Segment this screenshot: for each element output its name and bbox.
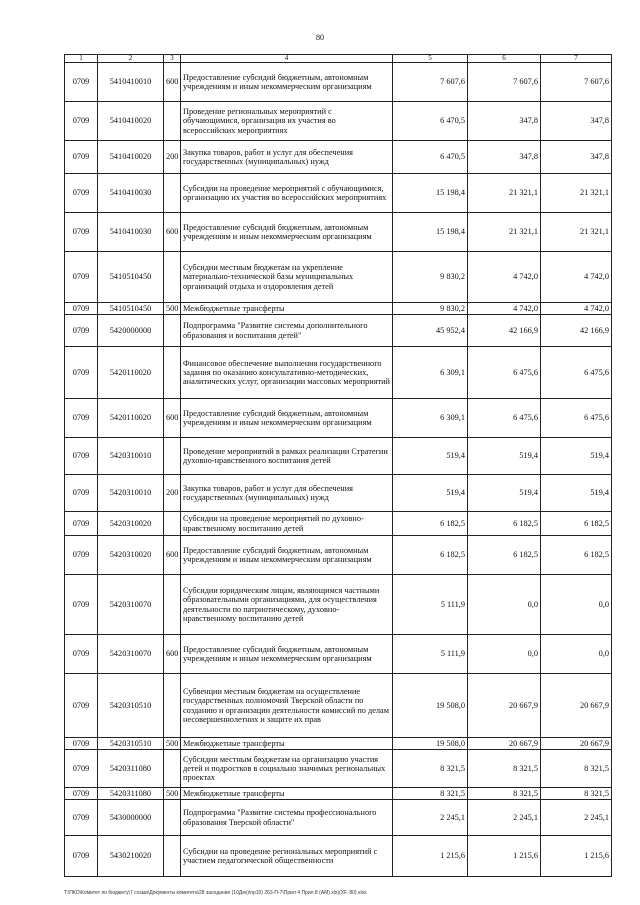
expense-type-cell: 500 <box>164 738 181 750</box>
amount-col5-cell: 1 215,6 <box>393 836 468 877</box>
amount-col7-cell: 519,4 <box>541 475 612 512</box>
item-name-cell: Проведение мероприятий в рамках реализации Стратегии духовно-нравственного воспитания детей <box>181 438 393 475</box>
item-name-cell: Предоставление субсидий бюджетным, автономным учреждениям и иным некоммерческим организациям <box>181 213 393 252</box>
item-name-cell: Подпрограмма "Развитие системы дополнительного образования и воспитания детей" <box>181 315 393 347</box>
target-article-cell: 5420000000 <box>98 315 164 347</box>
item-name-cell: Субсидии на проведение мероприятий с обучающимися, организацию их участия во всероссийских мероприятиях <box>181 174 393 213</box>
amount-col7-cell: 1 215,6 <box>541 836 612 877</box>
table-row <box>65 102 612 141</box>
amount-col6-cell: 0,0 <box>468 635 541 674</box>
table-row <box>65 575 612 635</box>
amount-col6-cell: 8 321,5 <box>468 750 541 788</box>
item-name-cell: Предоставление субсидий бюджетным, автономным учреждениям и иным некоммерческим организациям <box>181 399 393 438</box>
item-name-cell: Субсидии юридическим лицам, являющимся частными образовательными организациями, для осуществления деятельности по патриотическому, духовно-нравственному воспитанию детей <box>181 575 393 635</box>
column-number: 6 <box>468 55 541 63</box>
column-number: 5 <box>393 55 468 63</box>
amount-col5-cell: 8 321,5 <box>393 788 468 800</box>
expense-type-cell <box>164 750 181 788</box>
expense-type-cell <box>164 512 181 536</box>
target-article-cell: 5430210020 <box>98 836 164 877</box>
budget-table <box>64 54 612 877</box>
item-name-cell: Субсидии на проведение мероприятий по духовно-нравственному воспитанию детей <box>181 512 393 536</box>
expense-type-cell: 600 <box>164 635 181 674</box>
expense-type-cell <box>164 438 181 475</box>
amount-col7-cell: 20 667,9 <box>541 738 612 750</box>
amount-col5-cell: 519,4 <box>393 438 468 475</box>
column-number: 2 <box>98 55 164 63</box>
item-name-cell: Закупка товаров, работ и услуг для обеспечения государственных (муниципальных) нужд <box>181 141 393 174</box>
footer-file-path: T:\ПКО\Комитет по бюджету\7 созыв\Документы комитета\28 заседание (10Дек)\пр10) 263-П-7\Прил 4 Прил 8 (АМ).xls)(XF, 80).xlsx <box>64 890 367 896</box>
section-code-cell: 0709 <box>65 800 98 836</box>
table-row <box>65 213 612 252</box>
amount-col5-cell: 15 198,4 <box>393 213 468 252</box>
table-row <box>65 674 612 738</box>
table-row <box>65 252 612 303</box>
table-row <box>65 63 612 102</box>
section-code-cell: 0709 <box>65 750 98 788</box>
item-name-cell: Субвенции местным бюджетам на осуществление государственных полномочий Тверской области по созданию и организации деятельности комиссий по делам несовершеннолетних и защите их прав <box>181 674 393 738</box>
expense-type-cell <box>164 174 181 213</box>
amount-col5-cell: 519,4 <box>393 475 468 512</box>
amount-col6-cell: 4 742,0 <box>468 252 541 303</box>
target-article-cell: 5410510450 <box>98 252 164 303</box>
expense-type-cell: 200 <box>164 475 181 512</box>
target-article-cell: 5420310020 <box>98 536 164 575</box>
target-article-cell: 5420310510 <box>98 738 164 750</box>
expense-type-cell: 600 <box>164 536 181 575</box>
column-number: 4 <box>181 55 393 63</box>
amount-col5-cell: 15 198,4 <box>393 174 468 213</box>
section-code-cell: 0709 <box>65 141 98 174</box>
amount-col7-cell: 6 475,6 <box>541 399 612 438</box>
table-row <box>65 303 612 315</box>
column-number-row <box>65 55 612 63</box>
amount-col6-cell: 7 607,6 <box>468 63 541 102</box>
target-article-cell: 5420310070 <box>98 635 164 674</box>
item-name-cell: Закупка товаров, работ и услуг для обеспечения государственных (муниципальных) нужд <box>181 475 393 512</box>
item-name-cell: Субсидии местным бюджетам на укрепление материально-технической базы муниципальных организаций отдыха и оздоровления детей <box>181 252 393 303</box>
section-code-cell: 0709 <box>65 174 98 213</box>
item-name-cell: Предоставление субсидий бюджетным, автономным учреждениям и иным некоммерческим организациям <box>181 536 393 575</box>
expense-type-cell: 500 <box>164 788 181 800</box>
amount-col5-cell: 19 508,0 <box>393 674 468 738</box>
expense-type-cell <box>164 674 181 738</box>
amount-col5-cell: 9 830,2 <box>393 303 468 315</box>
target-article-cell: 5410410020 <box>98 141 164 174</box>
amount-col7-cell: 6 475,6 <box>541 347 612 399</box>
amount-col6-cell: 519,4 <box>468 475 541 512</box>
amount-col7-cell: 7 607,6 <box>541 63 612 102</box>
item-name-cell: Подпрограмма "Развитие системы профессионального образования Тверской области" <box>181 800 393 836</box>
amount-col5-cell: 6 182,5 <box>393 512 468 536</box>
amount-col6-cell: 6 475,6 <box>468 399 541 438</box>
section-code-cell: 0709 <box>65 475 98 512</box>
target-article-cell: 5420110020 <box>98 347 164 399</box>
target-article-cell: 5420310010 <box>98 475 164 512</box>
item-name-cell: Межбюджетные трансферты <box>181 303 393 315</box>
table-row <box>65 438 612 475</box>
amount-col6-cell: 6 475,6 <box>468 347 541 399</box>
expense-type-cell <box>164 836 181 877</box>
amount-col5-cell: 6 309,1 <box>393 347 468 399</box>
amount-col6-cell: 347,8 <box>468 141 541 174</box>
amount-col7-cell: 2 245,1 <box>541 800 612 836</box>
section-code-cell: 0709 <box>65 738 98 750</box>
amount-col7-cell: 519,4 <box>541 438 612 475</box>
amount-col5-cell: 6 309,1 <box>393 399 468 438</box>
section-code-cell: 0709 <box>65 399 98 438</box>
table-row <box>65 475 612 512</box>
expense-type-cell <box>164 347 181 399</box>
amount-col7-cell: 0,0 <box>541 575 612 635</box>
table-row <box>65 512 612 536</box>
target-article-cell: 5420310020 <box>98 512 164 536</box>
section-code-cell: 0709 <box>65 536 98 575</box>
amount-col7-cell: 8 321,5 <box>541 750 612 788</box>
target-article-cell: 5420311080 <box>98 750 164 788</box>
amount-col6-cell: 42 166,9 <box>468 315 541 347</box>
amount-col7-cell: 8 321,5 <box>541 788 612 800</box>
target-article-cell: 5420310510 <box>98 674 164 738</box>
table-row <box>65 750 612 788</box>
column-number: 7 <box>541 55 612 63</box>
expense-type-cell <box>164 252 181 303</box>
section-code-cell: 0709 <box>65 102 98 141</box>
section-code-cell: 0709 <box>65 252 98 303</box>
amount-col6-cell: 2 245,1 <box>468 800 541 836</box>
expense-type-cell: 200 <box>164 141 181 174</box>
amount-col7-cell: 21 321,1 <box>541 174 612 213</box>
table-row <box>65 536 612 575</box>
amount-col5-cell: 5 111,9 <box>393 575 468 635</box>
item-name-cell: Предоставление субсидий бюджетным, автономным учреждениям и иным некоммерческим организациям <box>181 635 393 674</box>
expense-type-cell: 500 <box>164 303 181 315</box>
amount-col5-cell: 5 111,9 <box>393 635 468 674</box>
table-row <box>65 399 612 438</box>
target-article-cell: 5420310070 <box>98 575 164 635</box>
item-name-cell: Финансовое обеспечение выполнения государственного задания по оказанию консультативно-методических, аналитических услуг, организации массовых мероприятий <box>181 347 393 399</box>
table-row <box>65 800 612 836</box>
item-name-cell: Субсидии на проведение региональных мероприятий с участием педагогической общественности <box>181 836 393 877</box>
expense-type-cell <box>164 800 181 836</box>
amount-col7-cell: 20 667,9 <box>541 674 612 738</box>
amount-col6-cell: 347,8 <box>468 102 541 141</box>
section-code-cell: 0709 <box>65 303 98 315</box>
expense-type-cell <box>164 102 181 141</box>
amount-col6-cell: 21 321,1 <box>468 174 541 213</box>
section-code-cell: 0709 <box>65 674 98 738</box>
amount-col6-cell: 1 215,6 <box>468 836 541 877</box>
amount-col7-cell: 6 182,5 <box>541 536 612 575</box>
amount-col6-cell: 8 321,5 <box>468 788 541 800</box>
section-code-cell: 0709 <box>65 575 98 635</box>
amount-col5-cell: 9 830,2 <box>393 252 468 303</box>
item-name-cell: Предоставление субсидий бюджетным, автономным учреждениям и иным некоммерческим организациям <box>181 63 393 102</box>
expense-type-cell <box>164 315 181 347</box>
item-name-cell: Субсидии местным бюджетам на организацию участия детей и подростков в социально значимых региональных проектах <box>181 750 393 788</box>
table-row <box>65 141 612 174</box>
amount-col7-cell: 347,8 <box>541 102 612 141</box>
item-name-cell: Межбюджетные трансферты <box>181 788 393 800</box>
item-name-cell: Проведение региональных мероприятий с обучающимися, организация их участия во всероссийских мероприятиях <box>181 102 393 141</box>
amount-col5-cell: 8 321,5 <box>393 750 468 788</box>
table-row <box>65 788 612 800</box>
expense-type-cell: 600 <box>164 399 181 438</box>
table-row <box>65 315 612 347</box>
amount-col5-cell: 19 508,0 <box>393 738 468 750</box>
section-code-cell: 0709 <box>65 347 98 399</box>
target-article-cell: 5410410010 <box>98 63 164 102</box>
item-name-cell: Межбюджетные трансферты <box>181 738 393 750</box>
amount-col6-cell: 20 667,9 <box>468 738 541 750</box>
amount-col5-cell: 6 182,5 <box>393 536 468 575</box>
column-number: 1 <box>65 55 98 63</box>
expense-type-cell: 600 <box>164 63 181 102</box>
amount-col5-cell: 2 245,1 <box>393 800 468 836</box>
target-article-cell: 5420110020 <box>98 399 164 438</box>
section-code-cell: 0709 <box>65 438 98 475</box>
amount-col7-cell: 0,0 <box>541 635 612 674</box>
section-code-cell: 0709 <box>65 63 98 102</box>
target-article-cell: 5410410030 <box>98 213 164 252</box>
table-row <box>65 738 612 750</box>
amount-col6-cell: 519,4 <box>468 438 541 475</box>
section-code-cell: 0709 <box>65 788 98 800</box>
section-code-cell: 0709 <box>65 512 98 536</box>
amount-col6-cell: 20 667,9 <box>468 674 541 738</box>
section-code-cell: 0709 <box>65 213 98 252</box>
amount-col5-cell: 45 952,4 <box>393 315 468 347</box>
target-article-cell: 5410410020 <box>98 102 164 141</box>
table-row <box>65 635 612 674</box>
amount-col7-cell: 4 742,0 <box>541 303 612 315</box>
table-row <box>65 836 612 877</box>
table-row <box>65 347 612 399</box>
table-row <box>65 174 612 213</box>
section-code-cell: 0709 <box>65 836 98 877</box>
target-article-cell: 5430000000 <box>98 800 164 836</box>
amount-col6-cell: 6 182,5 <box>468 536 541 575</box>
target-article-cell: 5410410030 <box>98 174 164 213</box>
amount-col5-cell: 7 607,6 <box>393 63 468 102</box>
target-article-cell: 5420310010 <box>98 438 164 475</box>
section-code-cell: 0709 <box>65 635 98 674</box>
column-number: 3 <box>164 55 181 63</box>
amount-col6-cell: 4 742,0 <box>468 303 541 315</box>
section-code-cell: 0709 <box>65 315 98 347</box>
page-number: 80 <box>316 33 324 42</box>
amount-col7-cell: 6 182,5 <box>541 512 612 536</box>
amount-col5-cell: 6 470,5 <box>393 141 468 174</box>
amount-col6-cell: 0,0 <box>468 575 541 635</box>
amount-col7-cell: 347,8 <box>541 141 612 174</box>
amount-col6-cell: 21 321,1 <box>468 213 541 252</box>
amount-col7-cell: 4 742,0 <box>541 252 612 303</box>
amount-col7-cell: 42 166,9 <box>541 315 612 347</box>
target-article-cell: 5410510450 <box>98 303 164 315</box>
amount-col6-cell: 6 182,5 <box>468 512 541 536</box>
expense-type-cell: 600 <box>164 213 181 252</box>
target-article-cell: 5420311080 <box>98 788 164 800</box>
expense-type-cell <box>164 575 181 635</box>
amount-col5-cell: 6 470,5 <box>393 102 468 141</box>
amount-col7-cell: 21 321,1 <box>541 213 612 252</box>
